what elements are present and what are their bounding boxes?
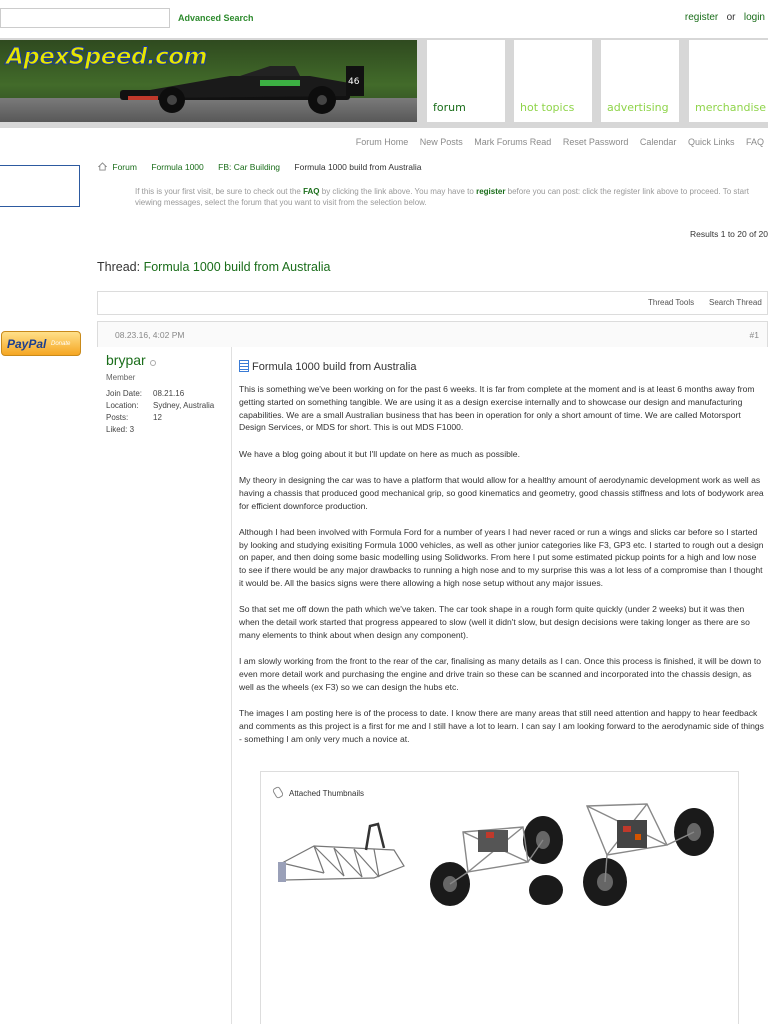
subnav-calendar[interactable]: Calendar (639, 137, 677, 147)
thumbnail-suspension-rear[interactable] (577, 800, 717, 910)
notice-faq-link[interactable]: FAQ (303, 187, 320, 196)
advanced-search-link[interactable]: Advanced Search (178, 13, 254, 23)
post-paragraph: The images I am posting here is of the process to date. I know there are many areas that still need attention and happy to hear feedback and comments as this project is a first for me and I still have a lot to learn. I can say I am looking forward to the aerodynamic side of things - something I am only very much a novice at. (239, 708, 764, 744)
tab-forum[interactable] (427, 40, 505, 122)
post-paragraph: This is something we've been working on for the past 6 weeks. It is far from complete at the moment and is at least 6 months away from getting started on something tangible. We are using it as a design exercise internally and to showcase our design and manufacturing capabilities. We are a small Australian business that has been in operation for only a short amount of time. We are called Motorsport Design Services, or MDS for short. This is out MDS F1000. (239, 384, 755, 433)
user-title: Member (106, 373, 136, 382)
welcome-notice (135, 186, 765, 208)
notice-text-3: before you can post: click the register link above to proceed. To start viewing messages, select the forum that you want to visit from the selection below. (135, 187, 749, 207)
breadcrumb-current: Formula 1000 build from Australia (294, 162, 422, 172)
tab-merchandise[interactable] (689, 40, 768, 122)
auth-or: or (726, 12, 736, 23)
tab-merchandise-label: merchandise (695, 101, 767, 114)
tab-hot-topics[interactable] (514, 40, 592, 122)
thread-title-prefix: Thread: (97, 260, 144, 274)
post-paragraph: Although I had been involved with Formula Ford for a number of years I had never raced or run a wings and slicks car before so I started by looking and studying exisiting Formula 1000 vehicles, as well as other junior categories like F3, GP3 etc. I started to rough out a design on paper, and then doing some basic modelling using Solidworks. From here I put some estimated pickup points for a high and low nose to see if there would be any major drawbacks to running a high nose and to my surprise this was a lot less of a compromise than I thought it would be. All the basics signs were there allowing a high nose setup without any major issues. (239, 526, 764, 589)
user-info (106, 388, 214, 436)
breadcrumb-car-building[interactable]: FB: Car Building (218, 162, 281, 172)
join-date-value: 08.21.16 (153, 389, 185, 398)
post-body (239, 383, 765, 759)
paypal-donate-button[interactable] (1, 331, 81, 356)
tab-advertising-label: advertising (607, 101, 669, 114)
location-value: Sydney, Australia (153, 401, 215, 410)
post-divider (231, 347, 232, 1024)
register-link[interactable]: register (684, 12, 719, 23)
post-title: Formula 1000 build from Australia (252, 361, 417, 373)
post-document-icon (239, 360, 249, 372)
posts-value: 12 (153, 413, 162, 422)
subnav-quick-links[interactable]: Quick Links (687, 137, 735, 147)
thumbnail-chassis-frame[interactable] (274, 818, 409, 893)
breadcrumb-formula-1000[interactable]: Formula 1000 (151, 162, 204, 172)
post-paragraph: We have a blog going about it but I'll update on here as much as possible. (239, 448, 520, 459)
post-header (97, 321, 768, 347)
results-count: Results 1 to 20 of 20 (690, 229, 768, 239)
notice-text-2: by clicking the link above. You may have to (319, 187, 477, 196)
subnav-new-posts[interactable]: New Posts (419, 137, 463, 147)
post-paragraph: My theory in designing the car was to have a platform that would allow for a healthy amount of aerodynamic development work as well as having a chassis that produced good mechanical grip, so good kinematics and geometry, good chassis stiffness and lots of bodywork area for efficient downforce production. (239, 474, 764, 511)
breadcrumb-forum[interactable]: Forum (112, 162, 137, 172)
tab-forum-label: forum (433, 101, 466, 114)
post-paragraph: So that set me off down the path which we've taken. The car took shape in a rough form quite quickly (under 2 weeks) but it was then when the detail work started that progress appeared to slow (well it didn't slow, but design decisions were taking longer as there are so many elements to think about when design any component). (239, 604, 750, 640)
breadcrumb (98, 162, 422, 172)
subnav-faq[interactable]: FAQ (745, 137, 764, 147)
tab-advertising[interactable] (601, 40, 679, 122)
attached-thumbnails-label: Attached Thumbnails (289, 789, 365, 798)
thread-toolbar (97, 291, 768, 315)
thread-tools-button[interactable]: Thread Tools (648, 298, 695, 307)
thread-title-text: Formula 1000 build from Australia (143, 260, 331, 274)
search-thread-button[interactable]: Search Thread (709, 298, 762, 307)
post-date: 08.23.16, 4:02 PM (115, 330, 185, 340)
liked-count: Liked: 3 (106, 425, 135, 434)
subnav-forum-home[interactable]: Forum Home (355, 137, 409, 147)
location-label: Location: (106, 401, 139, 410)
svg-text:46: 46 (348, 77, 360, 87)
auth-links (685, 12, 765, 23)
subnav-mark-forums-read[interactable]: Mark Forums Read (474, 137, 552, 147)
home-icon[interactable] (98, 162, 107, 171)
notice-text-1: If this is your first visit, be sure to check out the (135, 187, 304, 196)
paypal-label: PayPal (7, 337, 47, 351)
notice-register-link[interactable]: register (476, 187, 506, 196)
logo-text: ApexSpeed.com (6, 44, 208, 70)
post-paragraph: I am slowly working from the front to the rear of the car, finalising as many details as I can. Once this process is finished, it will be down to even more detail work and purchasing the engine and drive train so these can be scanned and incorporated into the chassis design, as well as the wheels (ex F3) so we can design the hubs etc. (239, 656, 762, 692)
join-date-label: Join Date: (106, 389, 143, 398)
post-permalink[interactable]: #1 (749, 330, 759, 340)
paypal-sub: Donate (51, 341, 71, 347)
site-logo[interactable] (0, 40, 417, 122)
tab-hot-topics-label: hot topics (520, 101, 575, 114)
posts-label: Posts: (106, 413, 129, 422)
search-input[interactable] (0, 8, 170, 28)
sub-navigation (347, 137, 764, 147)
thread-title (97, 260, 330, 274)
online-status-icon (150, 360, 156, 366)
subnav-reset-password[interactable]: Reset Password (562, 137, 629, 147)
post-username[interactable]: brypar (106, 352, 146, 368)
sidebar-ad-box (0, 165, 80, 207)
thumbnail-suspension-front[interactable] (428, 812, 568, 907)
login-link[interactable]: login (743, 12, 765, 23)
